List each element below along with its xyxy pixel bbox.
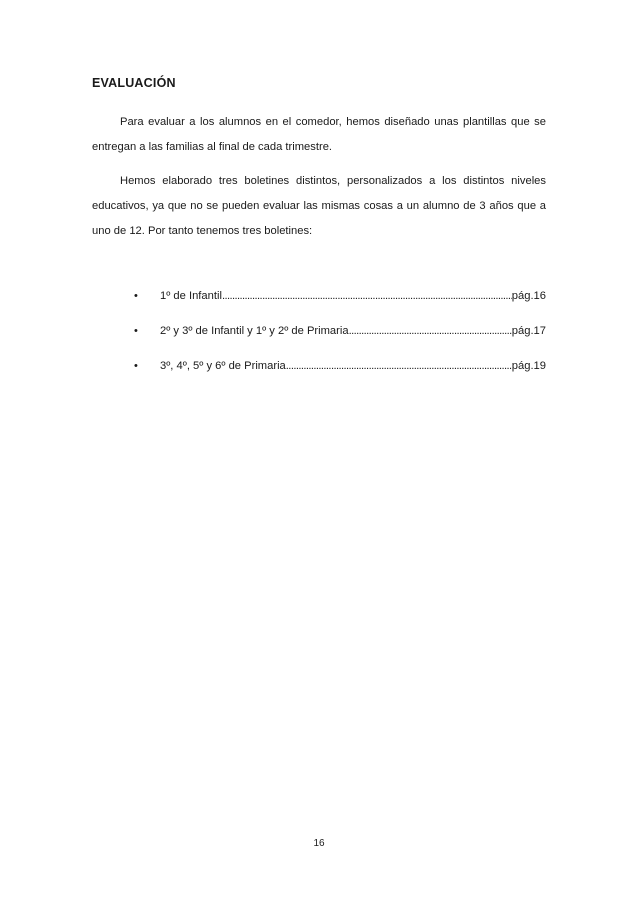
dot-leader	[286, 358, 512, 374]
list-item-label: 1º de Infantil	[160, 290, 222, 302]
list-item	[134, 358, 546, 374]
list-item-page: pág.16	[511, 290, 546, 302]
page-number: 16	[313, 838, 325, 849]
dot-leader	[349, 323, 512, 339]
list-item	[134, 323, 546, 339]
list-item-label: 2º y 3º de Infantil y 1º y 2º de Primaria	[160, 325, 349, 337]
list-item-page: pág.19	[511, 360, 546, 372]
list-item-label: 3º, 4º, 5º y 6º de Primaria	[160, 360, 286, 372]
paragraph-boletines: Hemos elaborado tres boletines distintos, personalizados a los distintos niveles educativos, ya que no se pueden evaluar las mismas cosas a un alumno de 3 años que a uno de 12. Por tanto tenemos tres boletines:	[92, 175, 546, 237]
bullet-icon: •	[134, 325, 138, 337]
paragraph-intro: Para evaluar a los alumnos en el comedor, hemos diseñado unas plantillas que se entregan a las familias al final de cada trimestre.	[92, 116, 546, 153]
list-item	[134, 288, 546, 304]
section-heading: EVALUACIÓN	[92, 76, 176, 90]
dot-leader	[222, 288, 512, 304]
list-item-page: pág.17	[511, 325, 546, 337]
bullet-icon: •	[134, 290, 138, 302]
bullet-icon: •	[134, 360, 138, 372]
